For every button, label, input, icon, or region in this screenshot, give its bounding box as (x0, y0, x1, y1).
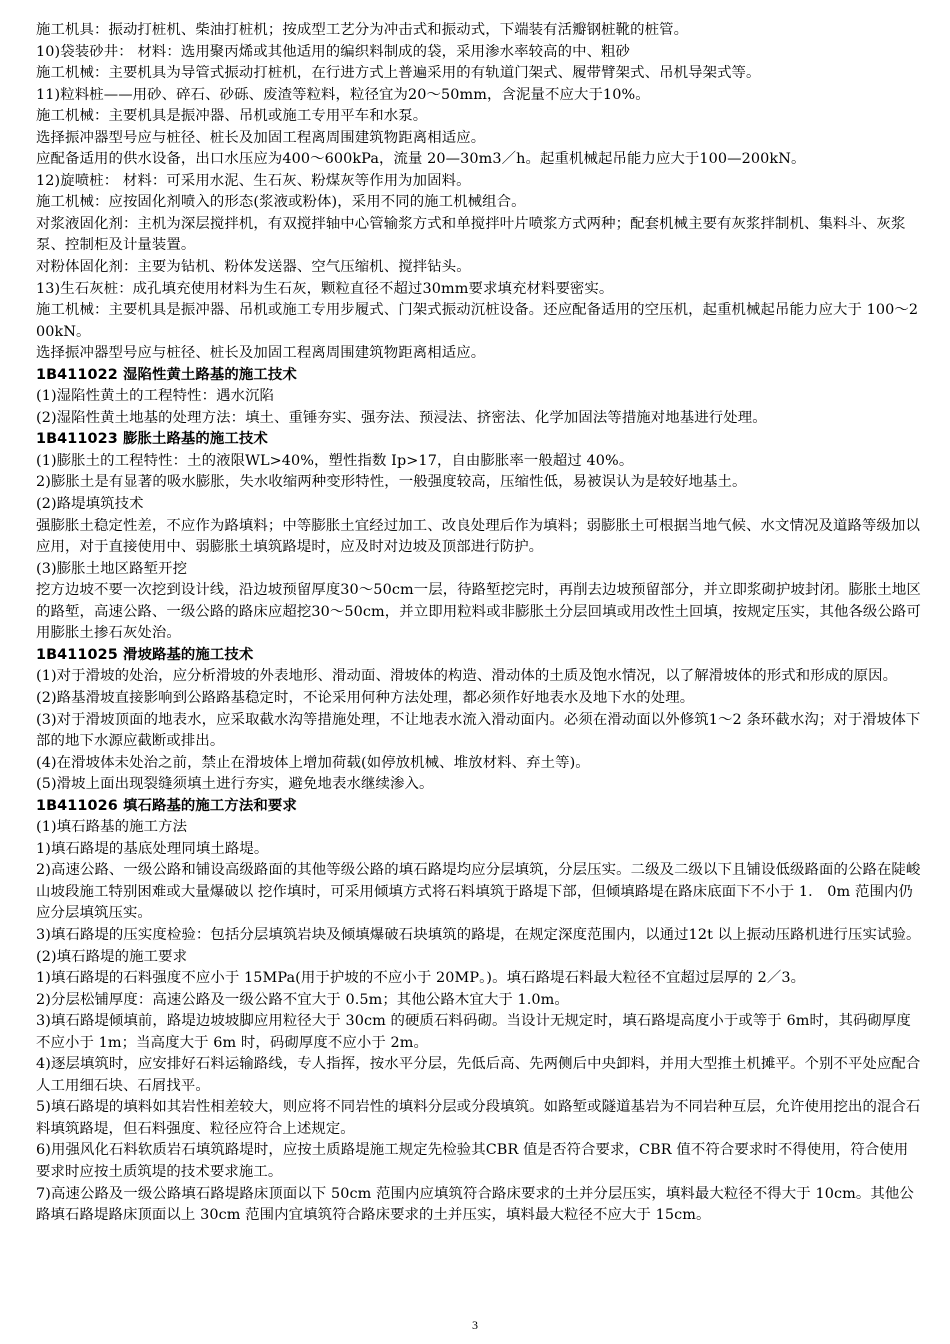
paragraph: 选择振冲器型号应与桩径、桩长及加固工程离周围建筑物距离相适应。 (36, 345, 486, 362)
section-heading: 1B411022 湿陷性黄土路基的施工技术 (36, 366, 297, 383)
paragraph: 3)填石路堤倾填前，路堤边坡坡脚应用粒径大于 30cm 的硬质石料码砌。当设计无规定时，填石路堤高度小于或等于 6m时，其码砌厚度不应小于 1m；当高度大于 6m 时，码砌厚度不应小于 2m。 (36, 1013, 911, 1051)
paragraph: 7)高速公路及一级公路填石路堤路床顶面以下 50cm 范围内应填筑符合路床要求的土并分层压实，填料最大粒径不得大于 10cm。其他公路填石路堤路床顶面以上 30cm 范围内宜填筑符合路床要求的土并压实，填料最大粒径不应大于 15cm。 (36, 1185, 914, 1224)
paragraph: (1)对于滑坡的处治，应分析滑坡的外表地形、滑动面、滑坡体的构造、滑动体的土质及饱水情况，以了解滑坡体的形式和形成的原因。 (36, 668, 898, 685)
paragraph: 施工机械：主要机具是振冲器、吊机或施工专用步履式、门架式振动沉桩设备。还应配备适用的空压机，起重机械起吊能力应大于 100～200kN。 (36, 302, 919, 340)
paragraph: 施工机械：应按固化剂喷入的形态(浆液或粉体)，采用不同的施工机械组合。 (36, 194, 526, 211)
paragraph: (5)滑坡上面出现裂缝须填土进行夯实，避免地表水继续渗入。 (36, 776, 434, 793)
paragraph: 应配备适用的供水设备，出口水压应为400～600kPa，流量 20—30m3／h。起重机械起吊能力应大于100—200kN。 (36, 151, 806, 168)
paragraph: 强膨胀土稳定性差，不应作为路填料；中等膨胀土宜经过加工、改良处理后作为填料；弱膨胀土可根据当地气候、水文情况及道路等级加以应用，对于直接使用中、弱膨胀土填筑路堤时，应及时对边坡及顶部进行防护。 (36, 517, 920, 556)
paragraph: (1)膨胀土的工程特性：土的液限WL>40%，塑性指数 Ip>17，自由膨胀率一般超过 40%。 (36, 452, 634, 469)
paragraph: (2)路基滑坡直接影响到公路路基稳定时，不论采用何种方法处理，都必须作好地表水及地下水的处理。 (36, 689, 695, 706)
paragraph: 6)用强风化石料软质岩石填筑路堤时，应按土质路堤施工规定先检验其CBR 值是否符合要求，CBR 值不符合要求时不得使用，符合使用要求时应按土质筑堤的技术要求施工。 (36, 1142, 909, 1180)
paragraph: 13)生石灰桩：成孔填充使用材料为生石灰，颗粒直径不超过30mm要求填充材料要密实。 (36, 280, 614, 297)
paragraph: 2)高速公路、一级公路和铺设高级路面的其他等级公路的填石路堤均应分层填筑，分层压实。二级及二级以下且铺设低级路面的公路在陡峻山坡段施工特别困难或大量爆破以 挖作填时，可采用倾填方式将石料填筑于路堤下部，但倾填路堤在路床底面下不小于 1． 0m 范围内仍应分层填筑压实。 (36, 862, 921, 922)
section-heading: 1B411023 膨胀土路基的施工技术 (36, 431, 268, 448)
paragraph: 选择振冲器型号应与桩径、桩长及加固工程离周围建筑物距离相适应。 (36, 129, 486, 146)
paragraph: (3)膨胀土地区路堑开挖 (36, 560, 188, 577)
paragraph: 4)逐层填筑时，应安排好石料运输路线，专人指挥，按水平分层，先低后高、先两侧后中央卸料，并用大型推土机摊平。个别不平处应配合人工用细石块、石屑找平。 (36, 1056, 921, 1094)
paragraph: 11)粒料桩——用砂、碎石、砂砾、废渣等粒料，粒径宜为20～50mm，含泥量不应大于10%。 (36, 86, 650, 103)
paragraph: 2)膨胀土是有显著的吸水膨胀，失水收缩两种变形特性，一般强度较高，压缩性低，易被误认为是较好地基土。 (36, 474, 747, 491)
paragraph: 5)填石路堤的填料如其岩性相差较大，则应将不同岩性的填料分层或分段填筑。如路堑或隧道基岩为不同岩种互层，允许使用挖出的混合石料填筑路堤，但石料强度、粒径应符合上述规定。 (36, 1099, 921, 1137)
paragraph: 施工机具：振动打桩机、柴油打桩机；按成型工艺分为冲击式和振动式，下端装有活瓣钢桩靴的桩管。 (36, 22, 689, 38)
paragraph: 施工机械：主要机具是振冲器、吊机或施工专用平车和水泵。 (36, 108, 428, 125)
section-heading: 1B411025 滑坡路基的施工技术 (36, 646, 254, 663)
paragraph: (2)路堤填筑技术 (36, 496, 144, 513)
section-heading: 1B411026 填石路基的施工方法和要求 (36, 797, 297, 814)
paragraph: (3)对于滑坡顶面的地表水，应采取截水沟等措施处理，不让地表水流入滑动面内。必须在滑动面以外修筑1～2 条环截水沟；对于滑坡体下部的地下水源应截断或排出。 (36, 711, 921, 750)
paragraph: 1)填石路堤的石料强度不应小于 15MPa(用于护坡的不应小于 20MP。)。填石路堤石料最大粒径不宜超过层厚的 2／3。 (36, 970, 806, 987)
paragraph: 3)填石路堤的压实度检验：包括分层填筑岩块及倾填爆破石块填筑的路堤，在规定深度范围内，以通过12t 以上振动压路机进行压实试验。 (36, 926, 921, 943)
paragraph: (2)湿陷性黄土地基的处理方法：填土、重锤夯实、强夯法、预浸法、挤密法、化学加固法等措施对地基进行处理。 (36, 409, 767, 426)
paragraph: (4)在滑坡体未处治之前，禁止在滑坡体上增加荷载(如停放机械、堆放材料、弃土等)。 (36, 754, 590, 771)
paragraph: (1)填石路基的施工方法 (36, 819, 188, 836)
paragraph: 挖方边坡不要一次挖到设计线，沿边坡预留厚度30～50cm一层，待路堑挖完时，再削去边坡预留部分，并立即浆砌护坡封闭。膨胀土地区的路堑，高速公路、一级公路的路床应超挖30～50cm，并立即用粒料或非膨胀土分层回填或用改性土回填，按规定压实，其他各级公路可用膨胀土掺石灰处治。 (36, 582, 921, 642)
paragraph: (1)湿陷性黄土的工程特性：遇水沉陷 (36, 388, 275, 405)
document-body (36, 20, 921, 1227)
paragraph: 1)填石路堤的基底处理同填土路堤。 (36, 840, 269, 857)
paragraph: 12)旋喷桩： 材料：可采用水泥、生石灰、粉煤灰等作用为加固料。 (36, 172, 471, 189)
paragraph: 2)分层松铺厚度：高速公路及一级公路不宜大于 0.5m；其他公路木宜大于 1.0m。 (36, 991, 569, 1008)
paragraph: 10)袋装砂井： 材料：选用聚丙烯或其他适用的编织料制成的袋，采用渗水率较高的中、粗砂 (36, 43, 631, 60)
paragraph: (2)填石路堤的施工要求 (36, 948, 188, 965)
paragraph: 施工机械：主要机具为导管式振动打桩机，在行进方式上普遍采用的有轨道门架式、履带臂架式、吊机导架式等。 (36, 65, 761, 82)
paragraph: 对粉体固化剂：主要为钻机、粉体发送器、空气压缩机、搅拌钻头。 (36, 259, 471, 276)
paragraph: 对浆液固化剂：主机为深层搅拌机，有双搅拌轴中心管输浆方式和单搅拌叶片喷浆方式两种；配套机械主要有灰浆拌制机、集料斗、灰浆泵、控制柜及计量装置。 (36, 215, 906, 254)
page-number: 3 (472, 1318, 478, 1332)
